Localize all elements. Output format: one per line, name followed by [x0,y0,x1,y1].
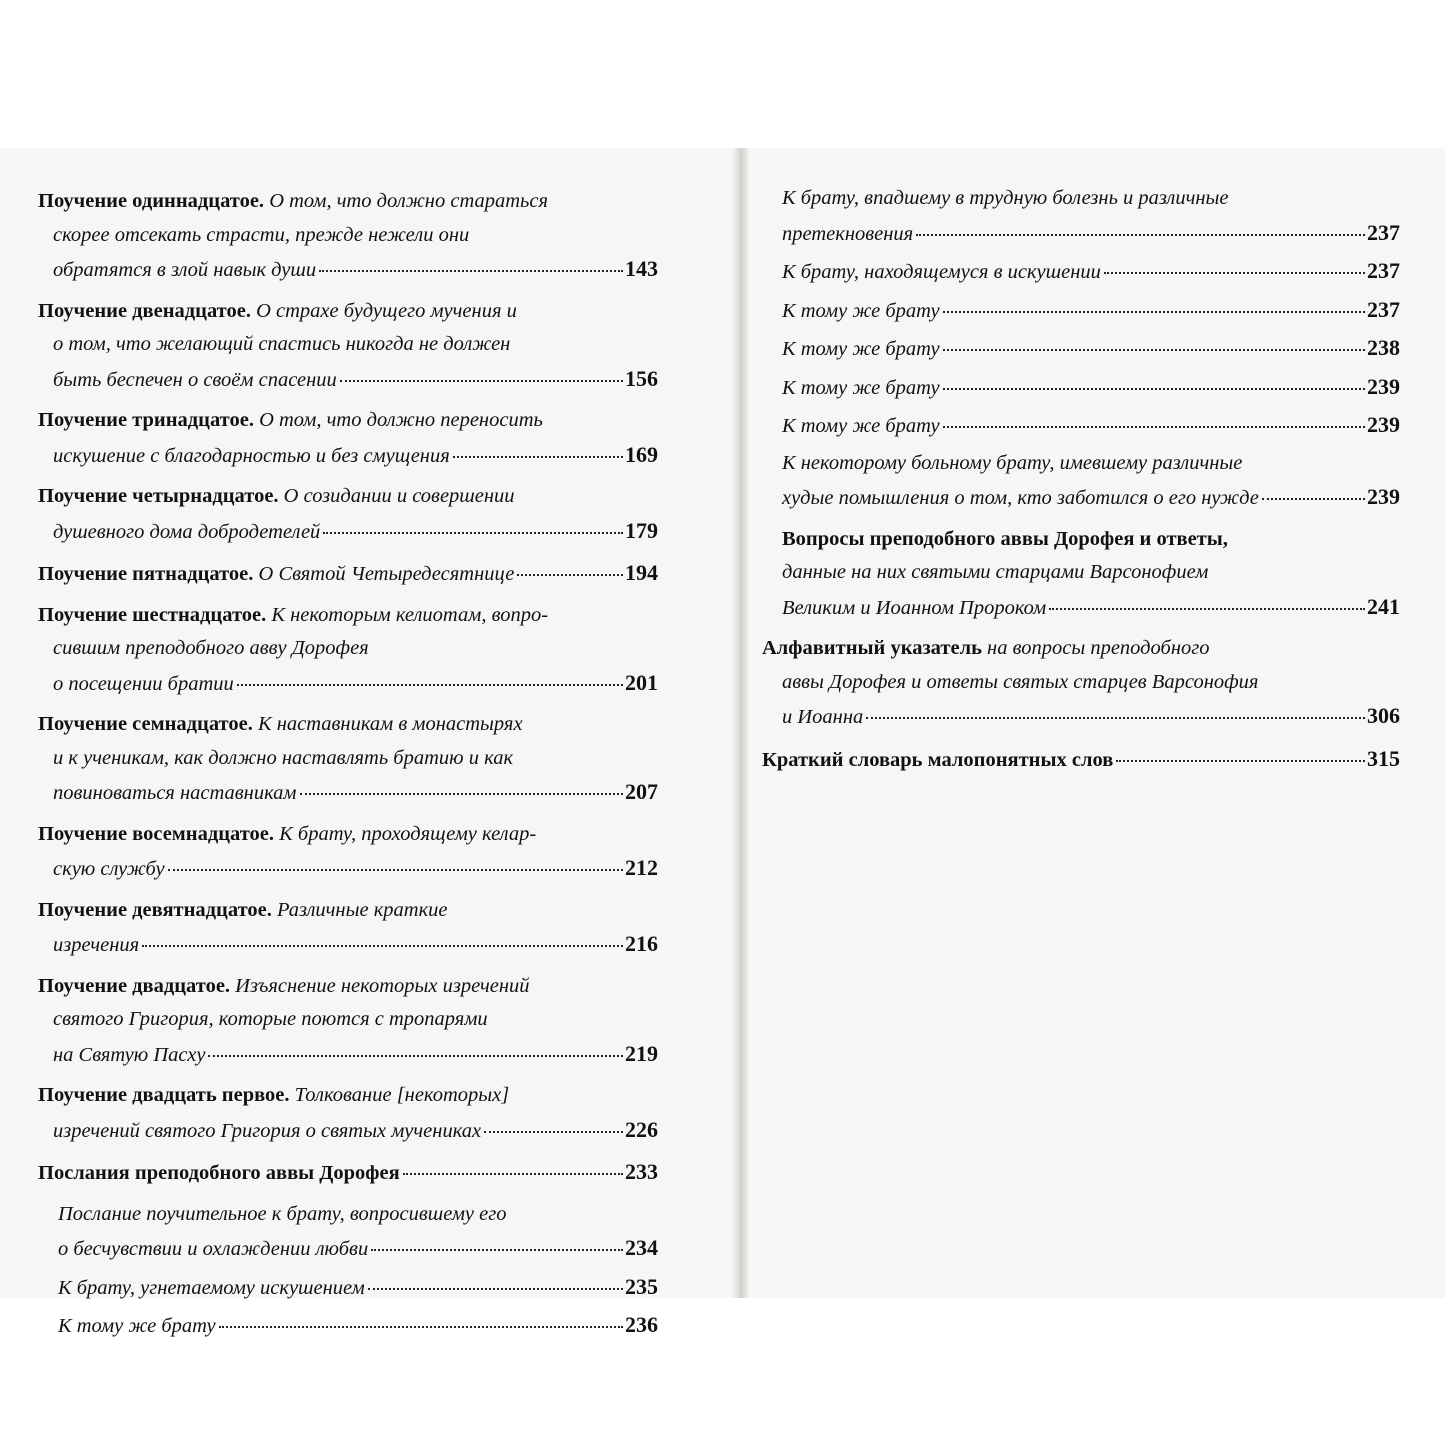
toc-subentry-epistle-4: К брату, впадшему в трудную болезнь и различные претекновения 237 [762,182,1400,251]
leader-dots [866,716,1365,719]
leader-dots [943,425,1365,428]
toc-entry-19: Поучение девятнадцатое. Различные краткие изречения 216 [38,894,658,963]
toc-entry-epistles: Послания преподобного аввы Дорофея 233 [38,1155,658,1191]
page-number: 169 [625,441,658,467]
toc-entry-18: Поучение восемнадцатое. К брату, проходящему келар- скую службу 212 [38,818,658,887]
toc-entry-11: Поучение одиннадцатое. О том, что должно стараться скорее отсекать страсти, прежде нежели они обратятся в злой навык души 143 [38,185,658,288]
leader-dots [368,1287,623,1290]
page-number: 237 [1367,219,1400,245]
leader-dots [168,868,623,871]
page-number: 239 [1367,412,1400,437]
toc-subentry-epistle-10: К некоторому больному брату, имевшему различные худые помышления о том, кто заботился о его нужде 239 [762,447,1400,516]
page-number: 239 [1367,373,1400,399]
page-number: 234 [625,1235,658,1260]
page-number: 179 [625,517,658,543]
toc-entry-questions: Вопросы преподобного аввы Дорофея и ответы, данные на них святыми старцами Варсонофием Великим и Иоанном Пророком 241 [762,523,1400,626]
leader-dots [371,1248,623,1251]
page-number: 233 [625,1159,658,1184]
toc-right-page [762,182,1400,784]
leader-dots [142,944,623,947]
toc-subentry-epistle-8: К тому же брату 239 [762,370,1400,406]
page-number: 306 [1367,703,1400,728]
leader-dots [1262,497,1365,500]
page-number: 315 [1367,745,1400,771]
page-number: 237 [1367,258,1400,283]
page-number: 216 [625,931,658,956]
leader-dots [943,387,1365,390]
toc-subentry-epistle-3: К тому же брату 236 [38,1308,658,1344]
page-number: 241 [1367,593,1400,619]
toc-subentry-epistle-9: К тому же брату 239 [762,408,1400,444]
leader-dots [340,379,623,382]
toc-subentry-epistle-6: К тому же брату 237 [762,293,1400,329]
toc-subentry-epistle-1: Послание поучительное к брату, вопросившему его о бесчувствии и охлаждении любви 234 [38,1198,658,1267]
toc-entry-index: Алфавитный указатель на вопросы преподобного аввы Дорофея и ответы святых старцев Варсонофия и Иоанна 306 [762,632,1400,735]
page-number: 219 [625,1040,658,1066]
toc-entry-15: Поучение пятнадцатое. О Святой Четыредесятнице 194 [38,556,658,592]
toc-entry-glossary: Краткий словарь малопонятных слов 315 [762,742,1400,778]
leader-dots [1049,607,1365,610]
leader-dots [517,573,623,576]
toc-entry-12: Поучение двенадцатое. О страхе будущего мучения и о том, что желающий спастись никогда не должен быть беспечен о своём спасении 156 [38,295,658,398]
toc-entry-13: Поучение тринадцатое. О том, что должно переносить искушение с благодарностью и без смущения 169 [38,404,658,473]
page-number: 226 [625,1116,658,1142]
toc-left-page [38,185,658,1347]
toc-entry-17: Поучение семнадцатое. К наставникам в монастырях и к ученикам, как должно наставлять братию и как повиноваться наставникам 207 [38,708,658,811]
leader-dots [1116,759,1365,762]
page-number: 239 [1367,484,1400,509]
page-number: 201 [625,669,658,695]
leader-dots [943,310,1365,313]
page-number: 207 [625,779,658,804]
leader-dots [237,683,623,686]
leader-dots [403,1172,623,1175]
leader-dots [319,269,623,272]
leader-dots [916,233,1365,236]
leader-dots [208,1054,623,1057]
toc-subentry-epistle-2: К брату, угнетаемому искушением 235 [38,1270,658,1306]
leader-dots [1104,271,1365,274]
page-number: 156 [625,365,658,391]
toc-subentry-epistle-5: К брату, находящемуся в искушении 237 [762,254,1400,290]
toc-entry-21: Поучение двадцать первое. Толкование [некоторых] изречений святого Григория о святых мучениках 226 [38,1079,658,1148]
page-number: 237 [1367,296,1400,322]
page-number: 236 [625,1312,658,1337]
book-gutter [732,148,748,1298]
page-number: 143 [625,256,658,281]
toc-subentry-epistle-7: К тому же брату 238 [762,331,1400,367]
toc-entry-20: Поучение двадцатое. Изъяснение некоторых изречений святого Григория, которые поются с тропарями на Святую Пасху 219 [38,970,658,1073]
page-number: 235 [625,1273,658,1299]
leader-dots [484,1130,623,1133]
page-number: 238 [1367,335,1400,360]
leader-dots [943,348,1365,351]
page-number: 212 [625,855,658,880]
toc-entry-16: Поучение шестнадцатое. К некоторым келиотам, вопро- сившим преподобного авву Дорофея о посещении братии 201 [38,599,658,702]
leader-dots [323,531,623,534]
leader-dots [453,455,623,458]
toc-entry-14: Поучение четырнадцатое. О созидании и совершении душевного дома добродетелей 179 [38,480,658,549]
leader-dots [300,792,623,795]
leader-dots [219,1325,623,1328]
page-number: 194 [625,560,658,585]
